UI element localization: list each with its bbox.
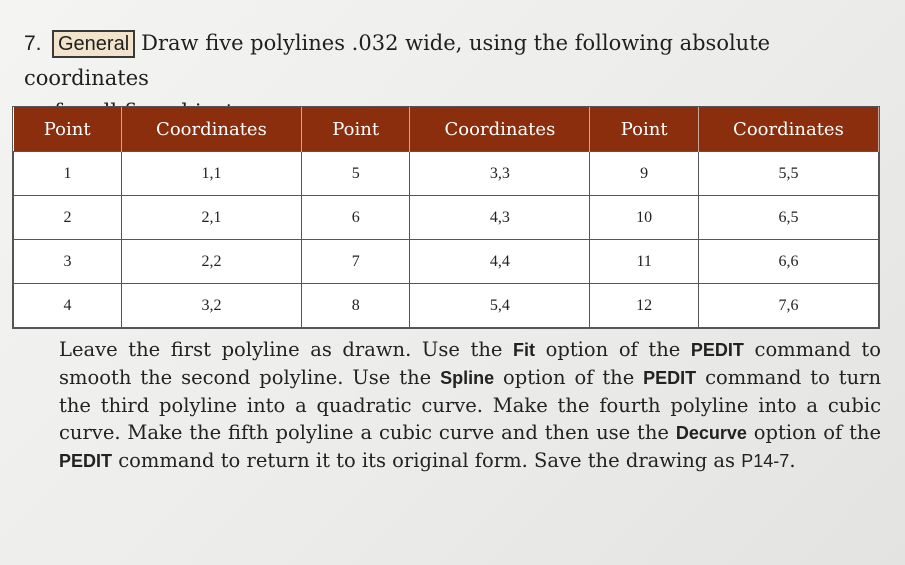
table-row bbox=[14, 196, 879, 240]
table-cell: 3,3 bbox=[410, 152, 590, 196]
pedit-command: PEDIT bbox=[690, 340, 744, 360]
column-header: Point bbox=[590, 107, 698, 152]
table-cell: 3 bbox=[14, 240, 122, 284]
table-cell: 7,6 bbox=[698, 284, 878, 328]
coordinates-table bbox=[13, 107, 879, 328]
table-cell: 4 bbox=[14, 284, 122, 328]
table-cell: 2,2 bbox=[121, 240, 301, 284]
instructions-paragraph bbox=[59, 336, 881, 475]
decurve-option: Decurve bbox=[675, 423, 747, 443]
table-cell: 6 bbox=[301, 196, 409, 240]
fit-option: Fit bbox=[513, 340, 536, 360]
instruction-line-1 bbox=[24, 26, 884, 95]
column-header: Point bbox=[14, 107, 122, 152]
table-cell: 5,5 bbox=[698, 152, 878, 196]
table-cell: 1 bbox=[14, 152, 122, 196]
table-header-row bbox=[14, 107, 879, 152]
paragraph-text: option of the bbox=[535, 338, 691, 361]
difficulty-badge: General bbox=[52, 30, 135, 58]
table-cell: 11 bbox=[590, 240, 698, 284]
table-cell: 9 bbox=[590, 152, 698, 196]
table-cell: 7 bbox=[301, 240, 409, 284]
table-cell: 10 bbox=[590, 196, 698, 240]
paragraph-text: . bbox=[789, 449, 796, 472]
table-cell: 4,3 bbox=[410, 196, 590, 240]
column-header: Coordinates bbox=[698, 107, 878, 152]
table-cell: 1,1 bbox=[121, 152, 301, 196]
paragraph-text: option of the bbox=[746, 421, 882, 444]
paragraph-text: command to return it to its original form. Save the drawing as bbox=[112, 449, 742, 472]
paragraph-text: option of the bbox=[494, 366, 644, 389]
table-cell: 4,4 bbox=[410, 240, 590, 284]
column-header: Coordinates bbox=[410, 107, 590, 152]
table-cell: 3,2 bbox=[121, 284, 301, 328]
table-cell: 12 bbox=[590, 284, 698, 328]
table-cell: 6,6 bbox=[698, 240, 878, 284]
table-row bbox=[14, 152, 879, 196]
table-cell: 2 bbox=[14, 196, 122, 240]
paragraph-text: command to turn the third polyline into a quadratic curve. Make the fourth polyline into a cubic curve. Make the fifth polyline a cubic curve and then use the bbox=[59, 366, 882, 444]
table-row bbox=[14, 284, 879, 328]
drawing-filename: P14-7 bbox=[741, 451, 790, 471]
table-row bbox=[14, 240, 879, 284]
exercise-number: 7. bbox=[24, 32, 42, 55]
table-cell: 2,1 bbox=[121, 196, 301, 240]
column-header: Coordinates bbox=[121, 107, 301, 152]
table-cell: 6,5 bbox=[698, 196, 878, 240]
instruction-text-1: Draw five polylines .032 wide, using the following absolute coordinates bbox=[24, 31, 771, 90]
table-cell: 5 bbox=[301, 152, 409, 196]
table-cell: 5,4 bbox=[410, 284, 590, 328]
pedit-command: PEDIT bbox=[643, 368, 697, 388]
table-cell: 8 bbox=[301, 284, 409, 328]
column-header: Point bbox=[301, 107, 409, 152]
paragraph-text: Leave the first polyline as drawn. Use the bbox=[59, 338, 514, 361]
pedit-command: PEDIT bbox=[59, 451, 113, 471]
spline-option: Spline bbox=[440, 368, 495, 388]
paragraph-text: command to smooth the second polyline. Use the bbox=[59, 338, 881, 389]
